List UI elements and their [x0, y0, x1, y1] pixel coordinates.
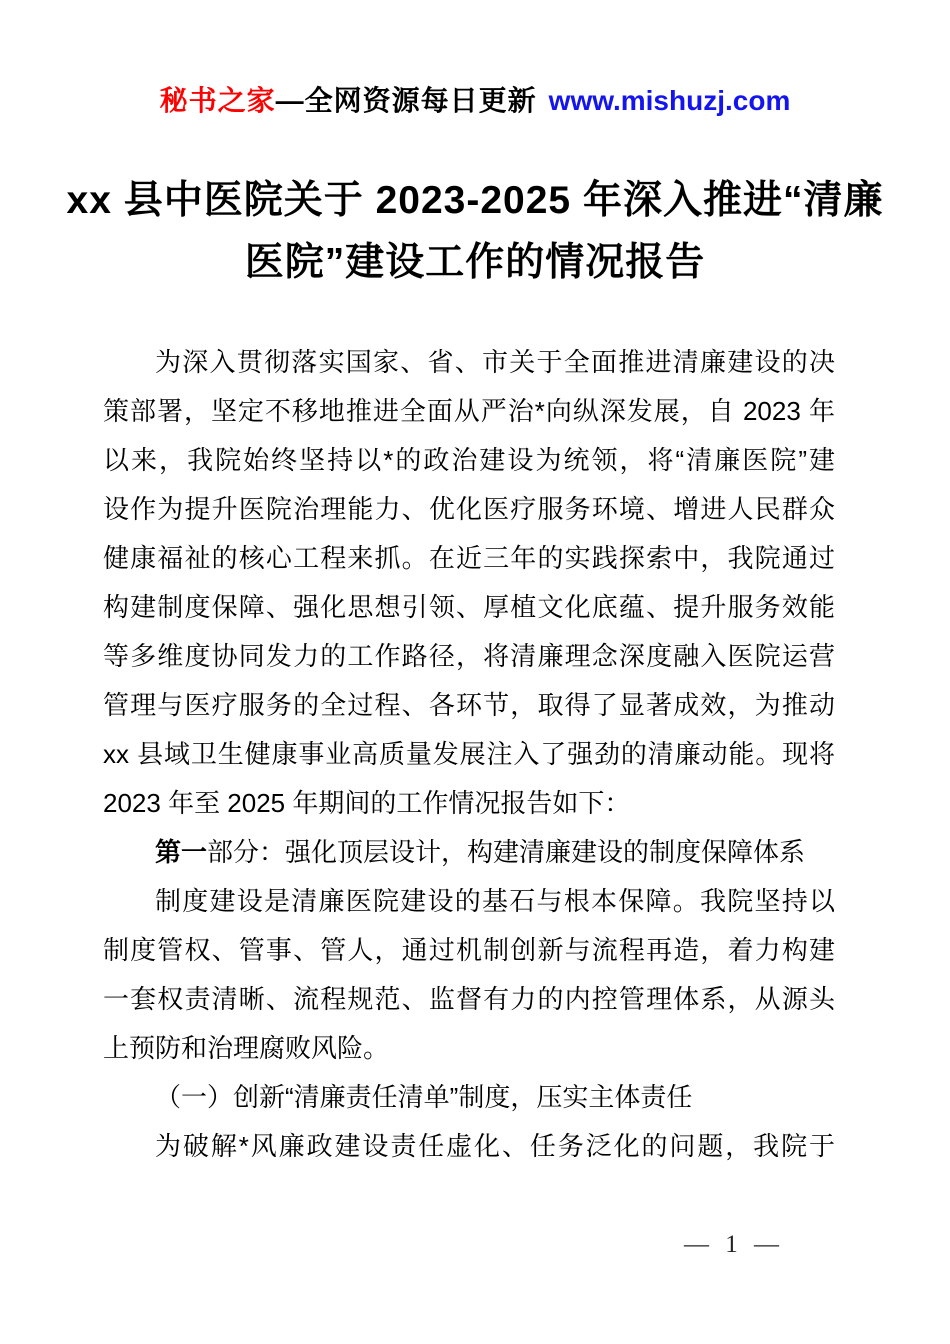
- header-banner: [0, 79, 950, 119]
- paragraph-line: 一套权责清晰、流程规范、监督有力的内控管理体系，从源头: [103, 984, 835, 1014]
- paragraph-line: 为破解*风廉政建设责任虚化、任务泛化的问题，我院于: [155, 1131, 835, 1161]
- header-tagline: —全网资源每日更新: [275, 85, 537, 116]
- page-number: — 1 —: [684, 1231, 784, 1258]
- brand-text: 秘书之家: [159, 85, 276, 116]
- paragraph-line: 制度建设是清廉医院建设的基石与根本保障。我院坚持以: [155, 886, 835, 916]
- heading-bold-prefix: 第一: [155, 837, 208, 867]
- document-body: [103, 338, 835, 1171]
- paragraph-line: 2023 年至 2025 年期间的工作情况报告如下：: [103, 788, 631, 818]
- paragraph-line: 策部署，坚定不移地推进全面从严治*向纵深发展，自 2023 年: [103, 396, 835, 426]
- section-heading: [103, 828, 835, 877]
- title-line-2: 医院”建设工作的情况报告: [244, 241, 706, 284]
- paragraph-line: 等多维度协同发力的工作路径，将清廉理念深度融入医院运营: [103, 641, 835, 671]
- site-url-link[interactable]: www.mishuzj.com: [548, 85, 791, 116]
- paragraph-line: 健康福祉的核心工程来抓。在近三年的实践探索中，我院通过: [103, 543, 835, 573]
- heading-rest: 部分：强化顶层设计，构建清廉建设的制度保障体系: [207, 837, 806, 867]
- paragraph-line: 制度管权、管事、管人，通过机制创新与流程再造，着力构建: [103, 935, 835, 965]
- paragraph-line: 管理与医疗服务的全过程、各环节，取得了显著成效，为推动: [103, 690, 835, 720]
- paragraph-line: 上预防和治理腐败风险。: [103, 1033, 390, 1063]
- paragraph-line: 构建制度保障、强化思想引领、厚植文化底蕴、提升服务效能: [103, 592, 835, 622]
- subsection-heading: （一）创新“清廉责任清单”制度，压实主体责任: [155, 1082, 693, 1112]
- paragraph-line: 以来，我院始终坚持以*的政治建设为统领，将“清廉医院”建: [103, 445, 835, 475]
- page-title: [55, 170, 895, 294]
- title-line-1: xx 县中医院关于 2023-2025 年深入推进“清廉: [66, 179, 884, 222]
- paragraph-line: 为深入贯彻落实国家、省、市关于全面推进清廉建设的决: [155, 347, 835, 377]
- paragraph-line: xx 县域卫生健康事业高质量发展注入了强劲的清廉动能。现将: [103, 739, 835, 769]
- paragraph-line: 设作为提升医院治理能力、优化医疗服务环境、增进人民群众: [103, 494, 835, 524]
